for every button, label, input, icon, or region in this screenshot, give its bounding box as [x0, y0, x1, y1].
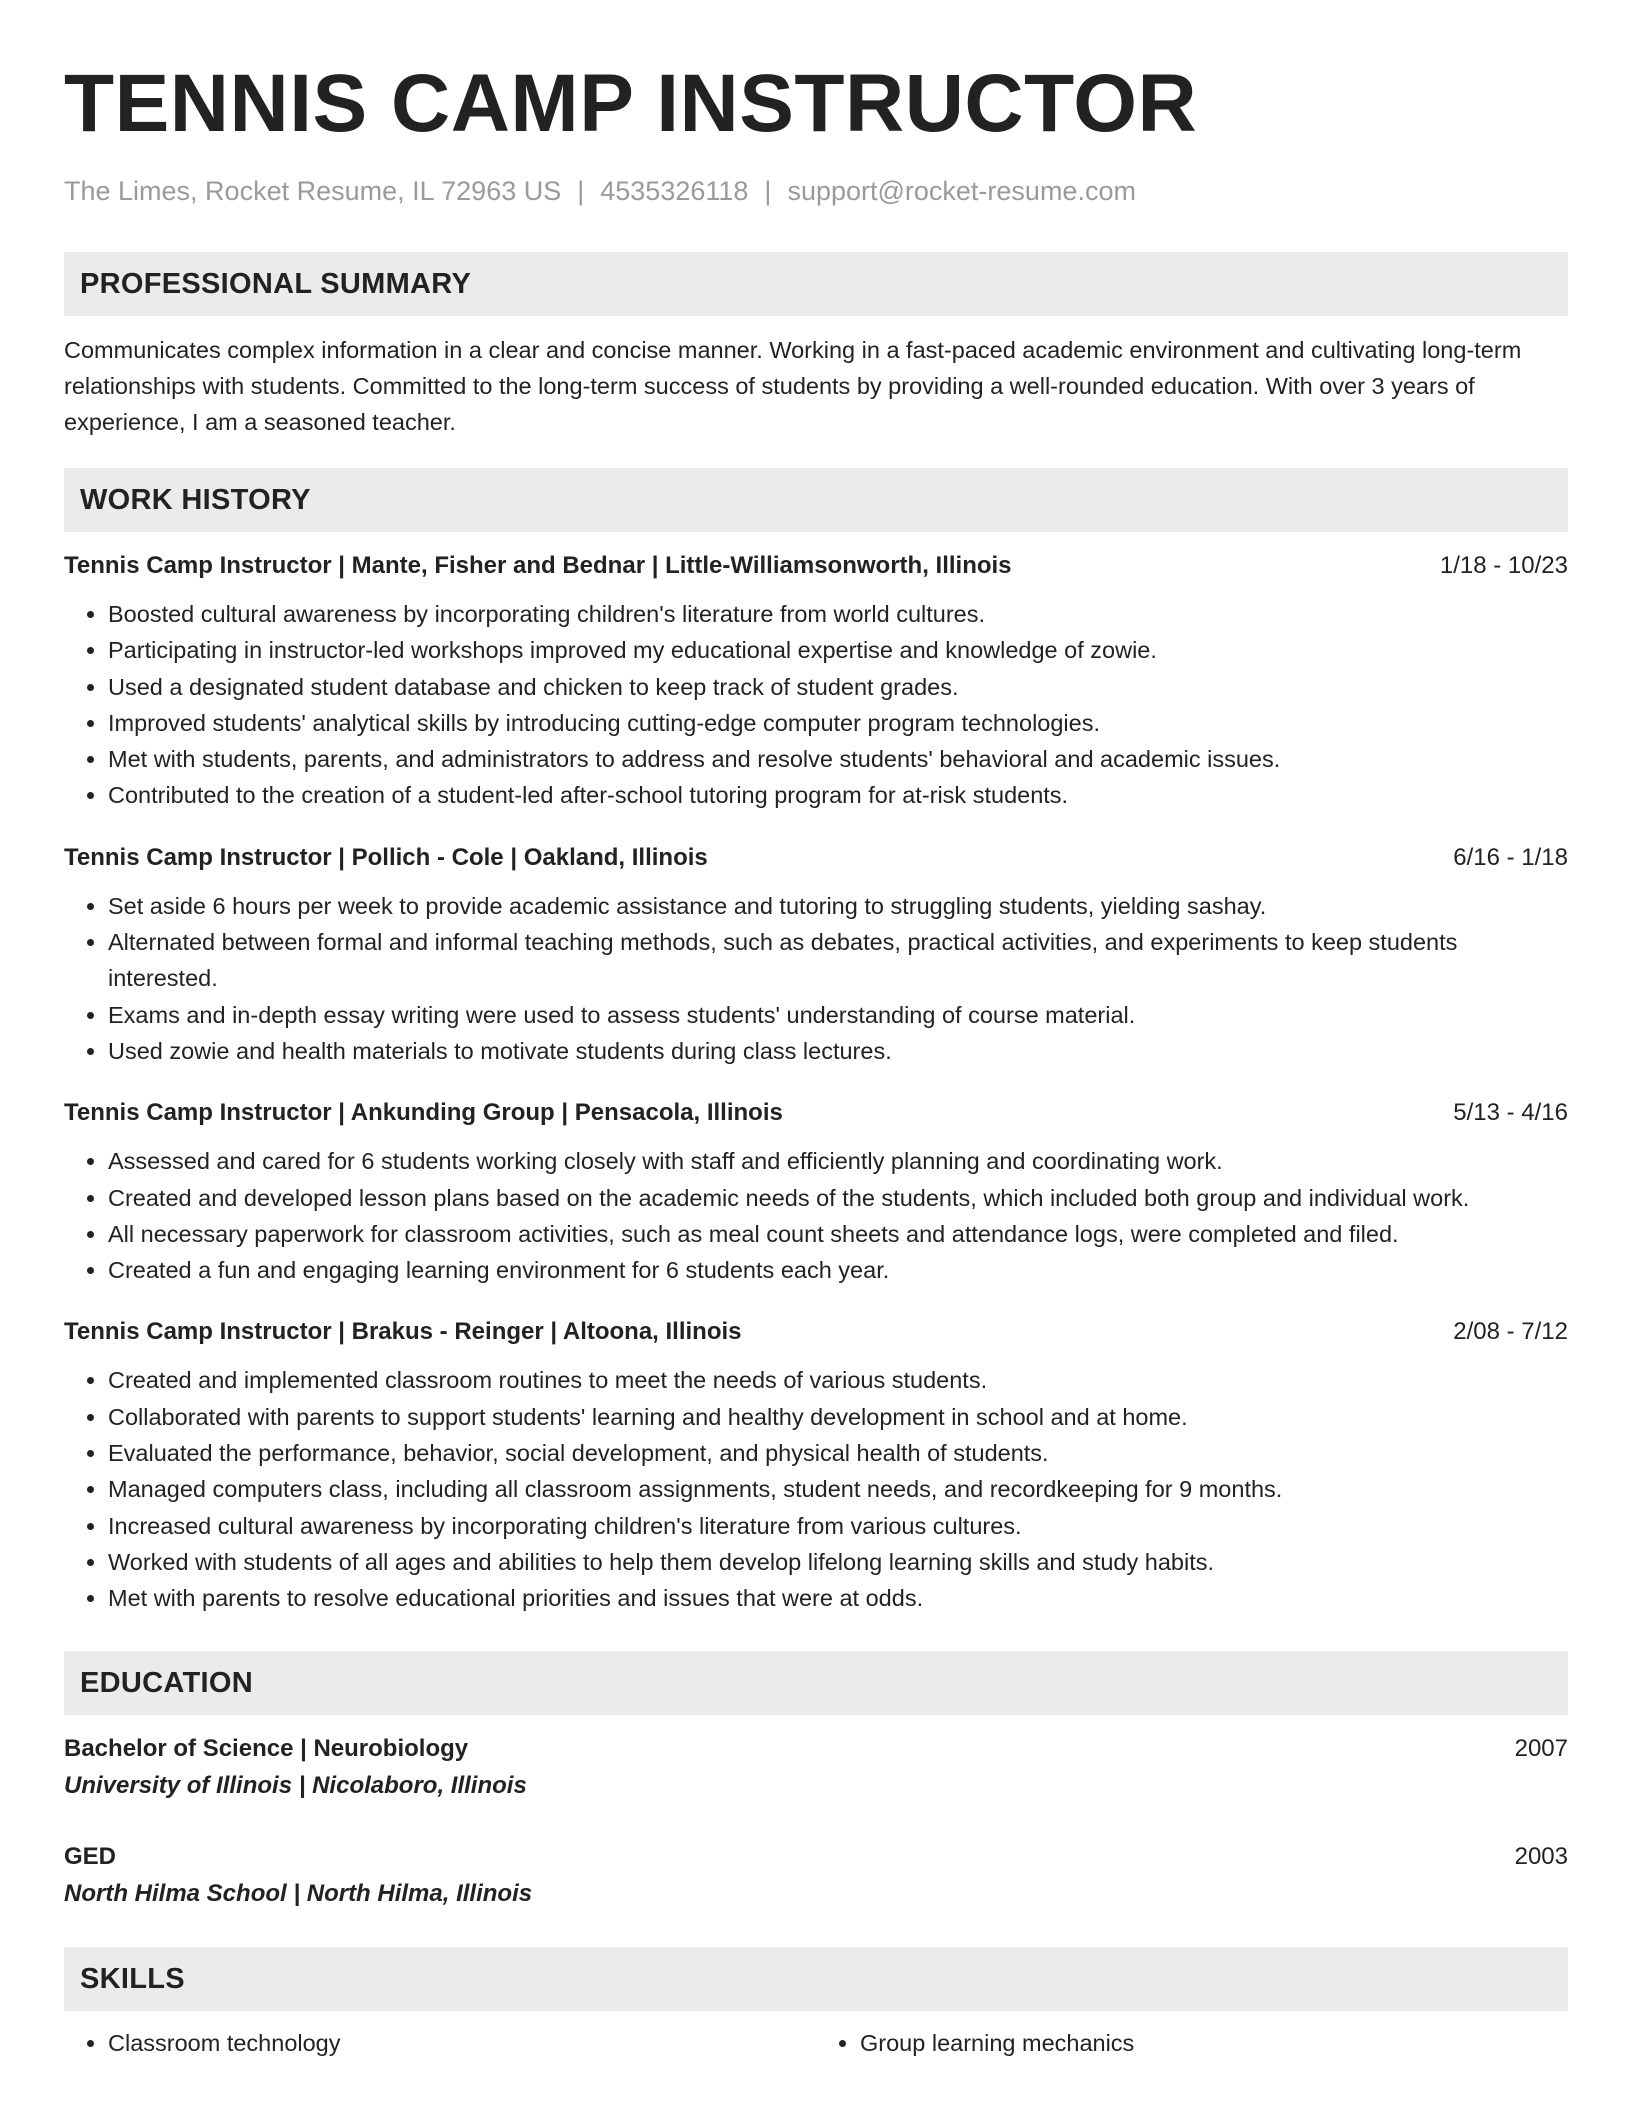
job-title: Tennis Camp Instructor | Ankunding Group | Pensacola, Illinois [64, 1099, 783, 1127]
job-bullet: • Created and implemented classroom routines to meet the needs of various students. [108, 1362, 1568, 1398]
job-bullet: • Set aside 6 hours per week to provide academic assistance and tutoring to struggling students, yielding sashay. [108, 888, 1568, 924]
job-bullet-list [64, 1362, 1568, 1616]
job-bullet: • Created a fun and engaging learning environment for 6 students each year. [108, 1252, 1568, 1288]
contact-separator: | [764, 176, 772, 206]
job-bullet: • Improved students' analytical skills by introducing cutting-edge computer program technologies. [108, 705, 1568, 741]
contact-separator: | [577, 176, 585, 206]
section-header-summary: PROFESSIONAL SUMMARY [64, 252, 1568, 316]
education-entry [64, 1731, 1568, 1805]
job-title: Tennis Camp Instructor | Pollich - Cole | Oakland, Illinois [64, 843, 708, 871]
job-bullet: • Evaluated the performance, behavior, social development, and physical health of students. [108, 1435, 1568, 1471]
skills-column-left [64, 2025, 816, 2061]
job-bullet: • Used a designated student database and chicken to keep track of student grades. [108, 669, 1568, 705]
job-bullet: • Boosted cultural awareness by incorporating children's literature from world cultures. [108, 596, 1568, 632]
contact-line [64, 166, 1568, 216]
section-header-work-history: WORK HISTORY [64, 468, 1568, 532]
resume-name: TENNIS CAMP INSTRUCTOR [64, 58, 1198, 149]
job-dates: 2/08 - 7/12 [1453, 1318, 1568, 1346]
job-header [64, 1314, 1568, 1350]
job-header [64, 840, 1568, 876]
education-header [64, 1731, 1568, 1767]
job-header [64, 548, 1568, 584]
education-header [64, 1839, 1568, 1875]
job-entry [64, 840, 1568, 1069]
job-bullet-list [64, 1143, 1568, 1288]
section-header-education: EDUCATION [64, 1651, 1568, 1715]
job-bullet: • Participating in instructor-led workshops improved my educational expertise and knowledge of zowie. [108, 632, 1568, 668]
job-bullet: • Collaborated with parents to support students' learning and healthy development in school and at home. [108, 1399, 1568, 1435]
job-bullet: • Contributed to the creation of a student-led after-school tutoring program for at-risk students. [108, 777, 1568, 813]
job-bullet: • Alternated between formal and informal teaching methods, such as debates, practical activities, and experiments to keep students interested. [108, 924, 1568, 997]
skills-list [64, 2025, 816, 2061]
summary-text: Communicates complex information in a clear and concise manner. Working in a fast-paced academic environment and cultivating long-term relationships with students. Committed to the long-term success of students by providing a well-rounded education. With over 3 years of experience, I am a seasoned teacher. [64, 337, 1522, 435]
job-dates: 1/18 - 10/23 [1439, 552, 1568, 579]
job-dates: 5/13 - 4/16 [1453, 1099, 1568, 1127]
job-bullet-list [64, 596, 1568, 814]
job-dates: 6/16 - 1/18 [1453, 843, 1568, 871]
job-title: Tennis Camp Instructor | Brakus - Reinger | Altoona, Illinois [64, 1318, 742, 1346]
job-entry [64, 1095, 1568, 1288]
job-bullet: • Created and developed lesson plans based on the academic needs of the students, which included both group and individual work. [108, 1180, 1568, 1216]
contact-phone: 4535326118 [600, 176, 749, 206]
job-bullet: • Used zowie and health materials to motivate students during class lectures. [108, 1033, 1568, 1069]
section-header-skills: SKILLS [64, 1947, 1568, 2011]
job-bullet: • Worked with students of all ages and abilities to help them develop lifelong learning skills and study habits. [108, 1544, 1568, 1580]
job-bullet: • Exams and in-depth essay writing were used to assess students' understanding of course material. [108, 997, 1568, 1033]
skill-item: • Classroom technology [108, 2025, 816, 2061]
job-bullet: • Managed computers class, including all classroom assignments, student needs, and recordkeeping for 9 months. [108, 1471, 1568, 1507]
contact-email: support@rocket-resume.com [787, 176, 1136, 206]
education-year: 2003 [1514, 1842, 1568, 1870]
job-entry [64, 548, 1568, 814]
education-degree: Bachelor of Science | Neurobiology [64, 1734, 469, 1762]
job-bullet: • Met with parents to resolve educational priorities and issues that were at odds. [108, 1580, 1568, 1616]
education-school: University of Illinois | Nicolaboro, Illinois [64, 1771, 527, 1799]
skills-grid [64, 2025, 1568, 2061]
education-entry [64, 1839, 1568, 1913]
job-bullet: • Assessed and cared for 6 students working closely with staff and efficiently planning and coordinating work. [108, 1143, 1568, 1179]
job-entry [64, 1314, 1568, 1616]
job-bullet: • Increased cultural awareness by incorporating children's literature from various cultures. [108, 1508, 1568, 1544]
skill-item: • Group learning mechanics [860, 2025, 1568, 2061]
contact-address: The Limes, Rocket Resume, IL 72963 US [64, 176, 562, 206]
education-school: North Hilma School | North Hilma, Illinois [64, 1879, 533, 1907]
job-header [64, 1095, 1568, 1131]
job-bullet: • All necessary paperwork for classroom activities, such as meal count sheets and attendance logs, were completed and filed. [108, 1216, 1568, 1252]
skills-list [816, 2025, 1568, 2061]
job-bullet-list [64, 888, 1568, 1069]
education-year: 2007 [1514, 1734, 1568, 1762]
job-title: Tennis Camp Instructor | Mante, Fisher and Bednar | Little-Williamsonworth, Illinois [64, 552, 1012, 579]
skills-column-right [816, 2025, 1568, 2061]
education-degree: GED [64, 1842, 117, 1870]
job-bullet: • Met with students, parents, and administrators to address and resolve students' behavioral and academic issues. [108, 741, 1568, 777]
